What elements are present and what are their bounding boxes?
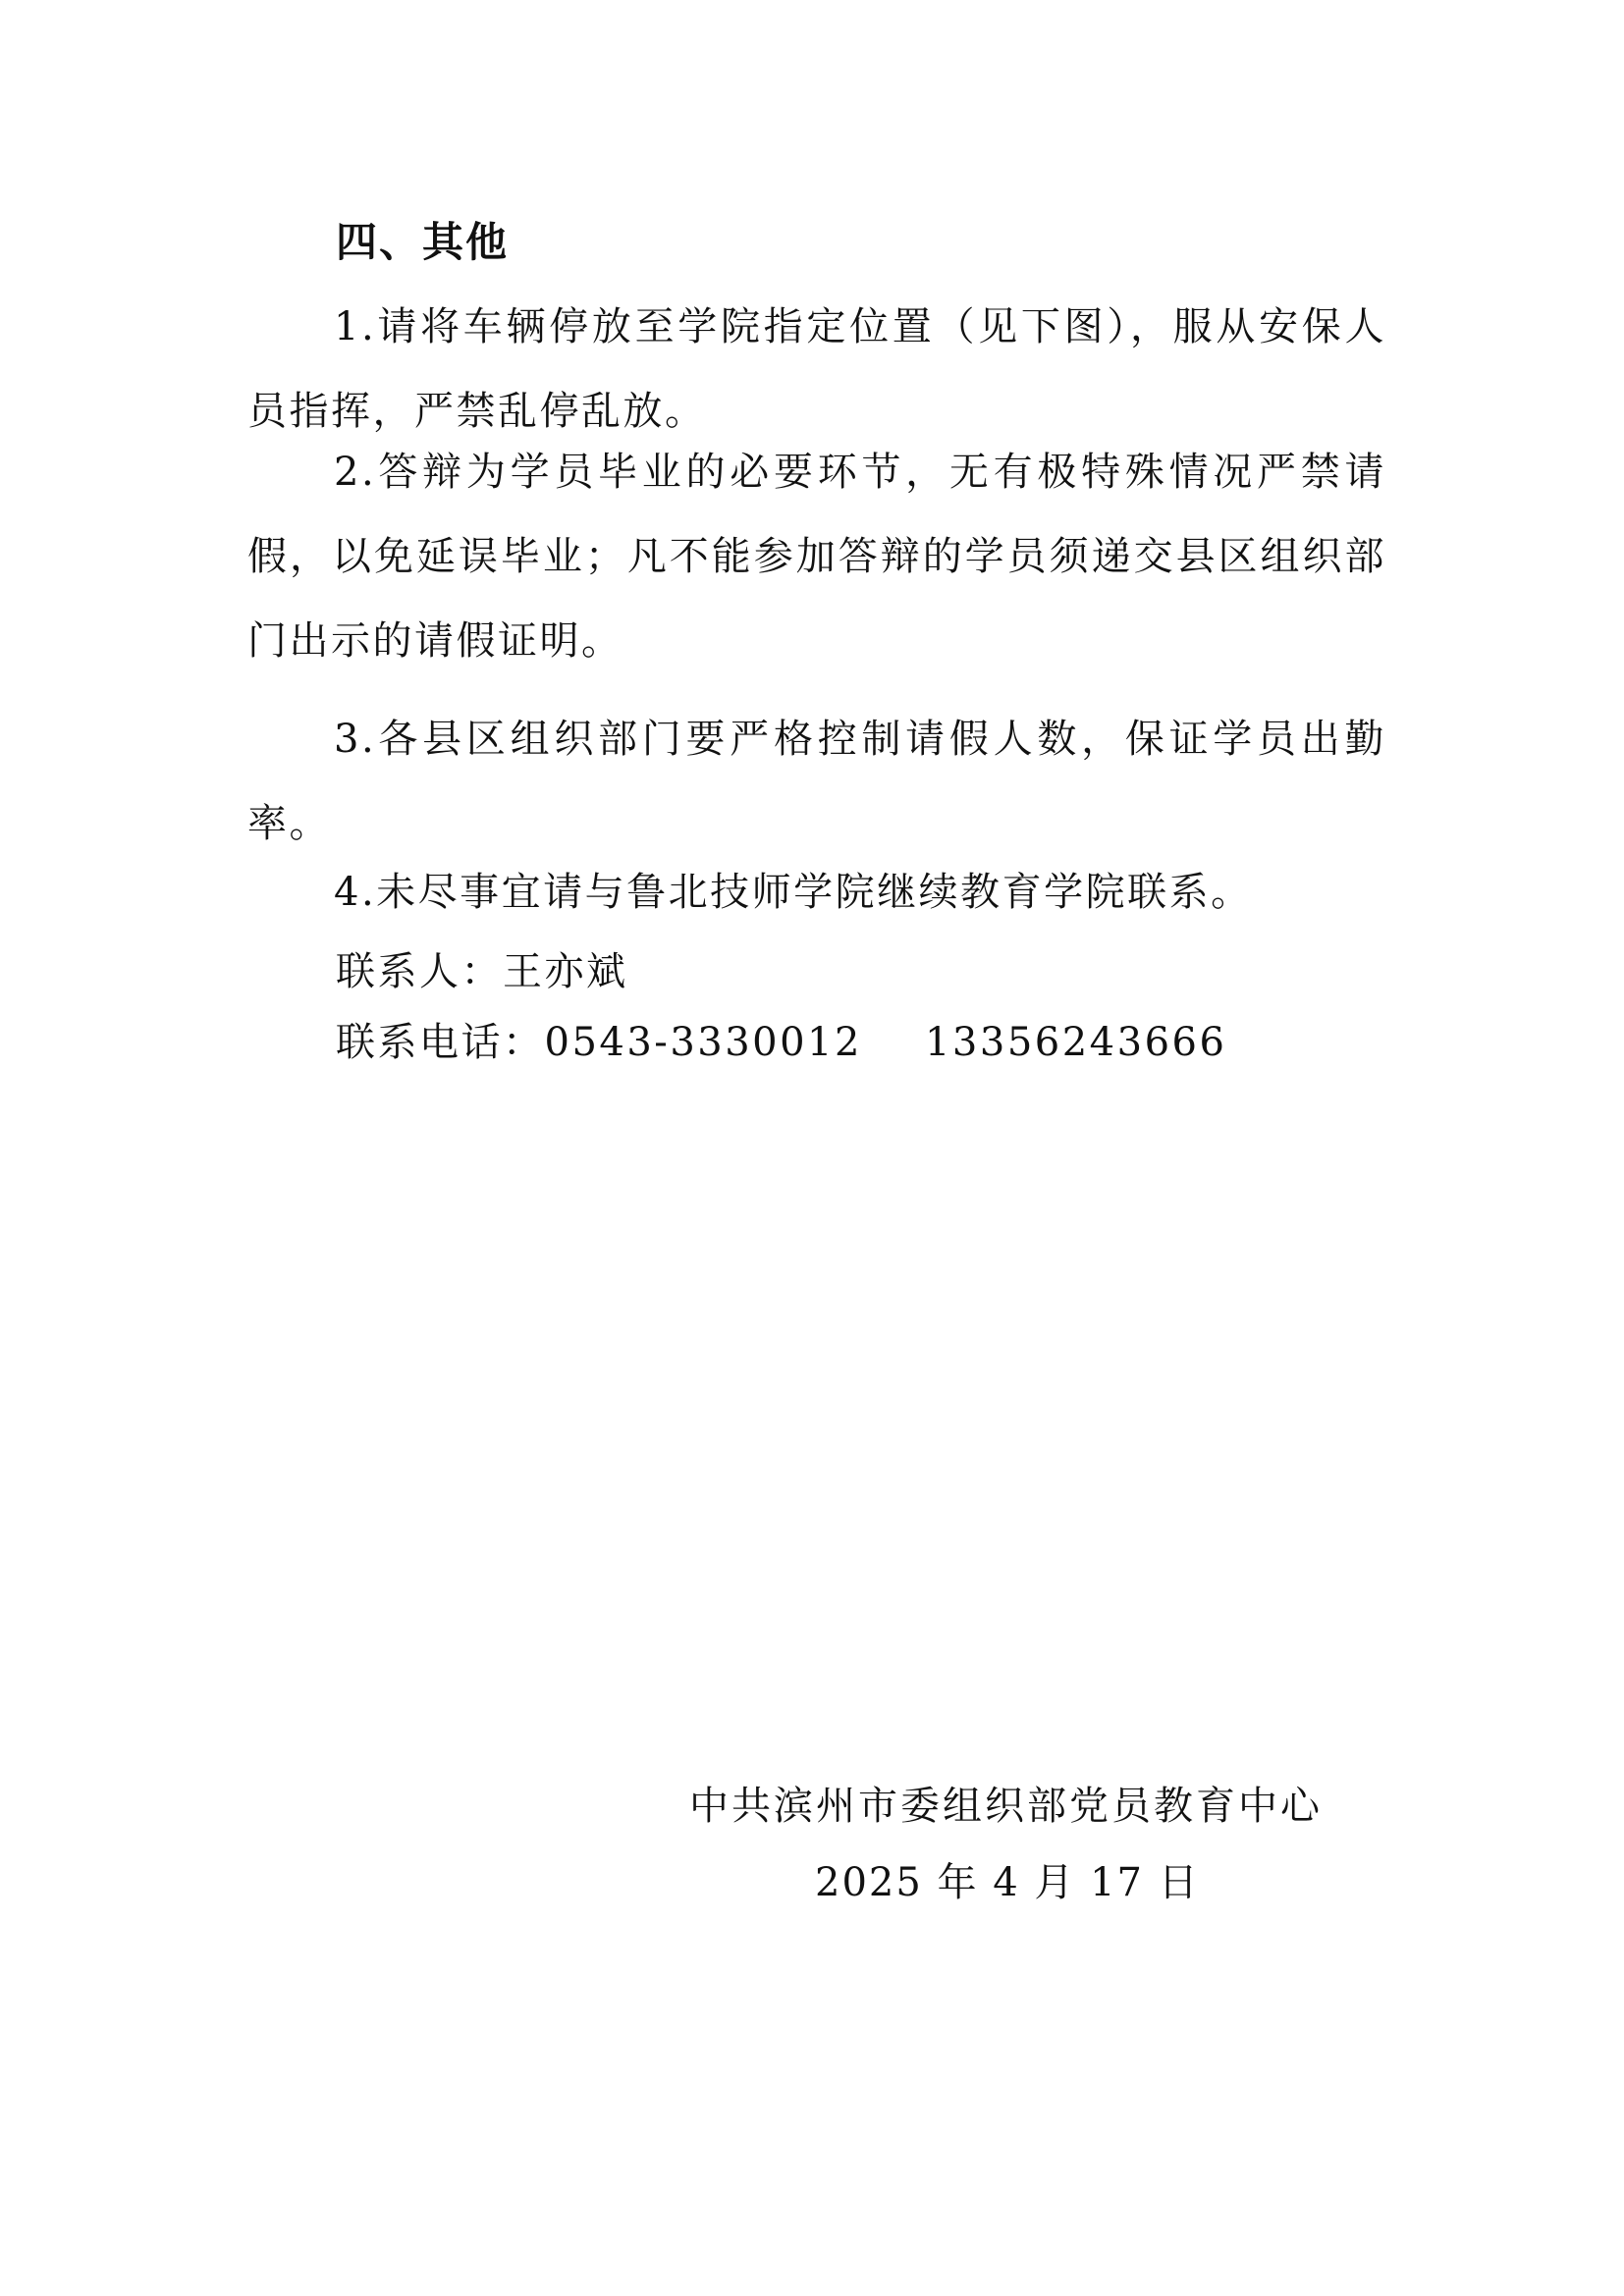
item-parking: 1.请将车辆停放至学院指定位置（见下图），服从安保人员指挥，严禁乱停乱放。 (247, 304, 1386, 434)
contact-phone-line (336, 1011, 1226, 1067)
issue-date: 2025 年 4 月 17 日 (815, 1860, 1200, 1905)
item-defense-attendance: 2.答辩为学员毕业的必要环节，无有极特殊情况严禁请假，以免延误毕业；凡不能参加答辩的学员须递交县区组织部门出示的请假证明。 (247, 450, 1386, 664)
contact-phone-landline: 0543-3330012 (544, 1020, 862, 1065)
section-heading: 四、其他 (336, 218, 510, 266)
contact-phone-mobile: 13356243666 (924, 1020, 1227, 1065)
contact-person: 联系人：王亦斌 (336, 949, 628, 994)
item-contact-college: 4.未尽事宜请与鲁北技师学院继续教育学院联系。 (334, 870, 1253, 915)
item-leave-control: 3.各县区组织部门要严格控制请假人数，保证学员出勤率。 (247, 717, 1386, 846)
issuing-organization: 中共滨州市委组织部党员教育中心 (689, 1784, 1323, 1829)
contact-phone-label: 联系电话： (336, 1020, 545, 1065)
